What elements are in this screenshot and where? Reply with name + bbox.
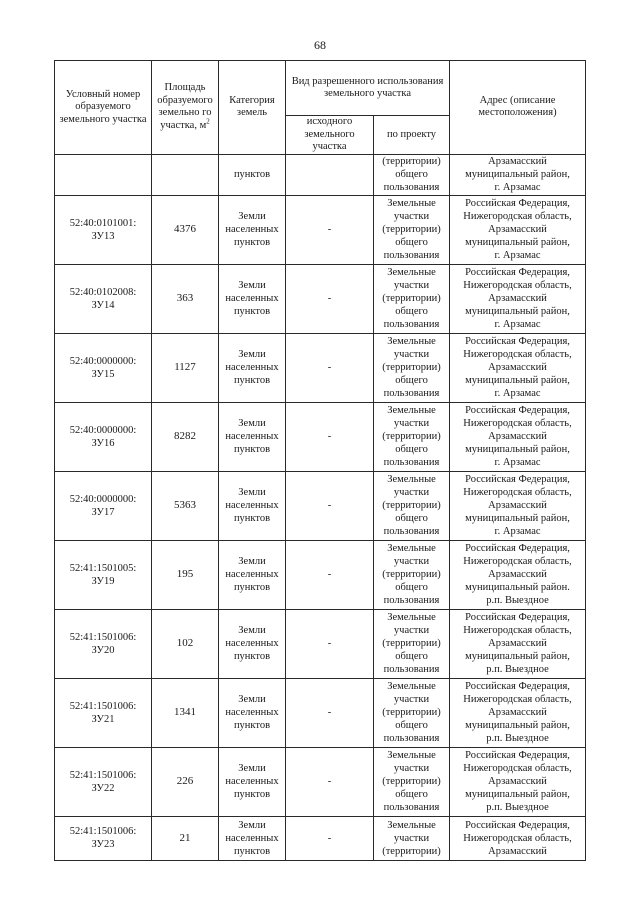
cell-area: 21	[152, 816, 219, 860]
table-row	[55, 402, 586, 471]
table-row	[55, 747, 586, 816]
cell-plot-number: 52:40:0102008: ЗУ14	[55, 264, 152, 333]
table-row	[55, 540, 586, 609]
header-project-use: по проекту	[374, 116, 450, 155]
cell-original-use: -	[286, 540, 374, 609]
cell-plot-number: 52:40:0000000: ЗУ17	[55, 471, 152, 540]
cell-original-use: -	[286, 816, 374, 860]
cell-land-category: Земли населенных пунктов	[219, 678, 286, 747]
cell-land-category: Земли населенных пунктов	[219, 195, 286, 264]
table-row	[55, 816, 586, 860]
cell-land-category: Земли населенных пунктов	[219, 402, 286, 471]
cell-original-use: -	[286, 609, 374, 678]
cell-area: 1127	[152, 333, 219, 402]
header-original-use: исходного земельного участка	[286, 116, 374, 155]
cell-address: Российская Федерация, Нижегородская область, Арзамасский муниципальный район, р.п. Выездное	[450, 609, 586, 678]
cell-land-category: Земли населенных пунктов	[219, 540, 286, 609]
cell-original-use: -	[286, 471, 374, 540]
cell-address: Российская Федерация, Нижегородская область, Арзамасский муниципальный район, г. Арзамас	[450, 402, 586, 471]
cell-project-use: Земельные участки (территории) общего пользования	[374, 678, 450, 747]
cell-plot-number	[55, 154, 152, 195]
header-land-category: Категория земель	[219, 61, 286, 155]
cell-address: Российская Федерация, Нижегородская область, Арзамасский муниципальный район, г. Арзамас	[450, 195, 586, 264]
cell-address: Российская Федерация, Нижегородская область, Арзамасский муниципальный район, г. Арзамас	[450, 333, 586, 402]
cell-address: Арзамасский муниципальный район, г. Арзамас	[450, 154, 586, 195]
cell-original-use: -	[286, 264, 374, 333]
cell-project-use: Земельные участки (территории)	[374, 816, 450, 860]
cell-area: 226	[152, 747, 219, 816]
cell-address: Российская Федерация, Нижегородская область, Арзамасский муниципальный район. р.п. Выездное	[450, 540, 586, 609]
header-area-unit-power: 2	[206, 117, 210, 126]
cell-area: 4376	[152, 195, 219, 264]
cell-project-use: (территории) общего пользования	[374, 154, 450, 195]
cell-land-category: Земли населенных пунктов	[219, 471, 286, 540]
table-body	[55, 154, 586, 860]
cell-original-use: -	[286, 333, 374, 402]
cell-plot-number: 52:41:1501005: ЗУ19	[55, 540, 152, 609]
cell-area: 195	[152, 540, 219, 609]
cell-area: 8282	[152, 402, 219, 471]
cell-original-use	[286, 154, 374, 195]
table-row	[55, 333, 586, 402]
cell-area: 363	[152, 264, 219, 333]
header-address: Адрес (описание местоположения)	[450, 61, 586, 155]
cell-original-use: -	[286, 747, 374, 816]
cell-plot-number: 52:41:1501006: ЗУ20	[55, 609, 152, 678]
cell-address: Российская Федерация, Нижегородская область, Арзамасский муниципальный район, р.п. Выездное	[450, 747, 586, 816]
cell-area	[152, 154, 219, 195]
cell-project-use: Земельные участки (территории) общего пользования	[374, 471, 450, 540]
cell-project-use: Земельные участки (территории) общего пользования	[374, 402, 450, 471]
page-number: 68	[314, 38, 326, 52]
cell-project-use: Земельные участки (территории) общего пользования	[374, 540, 450, 609]
cell-original-use: -	[286, 678, 374, 747]
cell-address: Российская Федерация, Нижегородская область, Арзамасский муниципальный район, г. Арзамас	[450, 264, 586, 333]
cell-original-use: -	[286, 195, 374, 264]
cell-land-category: Земли населенных пунктов	[219, 816, 286, 860]
cell-plot-number: 52:40:0000000: ЗУ16	[55, 402, 152, 471]
cell-land-category: Земли населенных пунктов	[219, 609, 286, 678]
cell-plot-number: 52:41:1501006: ЗУ21	[55, 678, 152, 747]
cell-project-use: Земельные участки (территории) общего пользования	[374, 333, 450, 402]
cell-address: Российская Федерация, Нижегородская область, Арзамасский муниципальный район, р.п. Выездное	[450, 678, 586, 747]
table-row	[55, 609, 586, 678]
header-permitted-use: Вид разрешенного использования земельного участка	[286, 61, 450, 116]
cell-address: Российская Федерация, Нижегородская область, Арзамасский муниципальный район, г. Арзамас	[450, 471, 586, 540]
cell-original-use: -	[286, 402, 374, 471]
cell-land-category: Земли населенных пунктов	[219, 747, 286, 816]
table-header	[55, 61, 586, 155]
table-row	[55, 678, 586, 747]
cell-land-category: пунктов	[219, 154, 286, 195]
cell-plot-number: 52:41:1501006: ЗУ22	[55, 747, 152, 816]
table-row	[55, 264, 586, 333]
cell-plot-number: 52:40:0000000: ЗУ15	[55, 333, 152, 402]
cell-project-use: Земельные участки (территории) общего пользования	[374, 609, 450, 678]
cell-project-use: Земельные участки (территории) общего пользования	[374, 264, 450, 333]
cell-plot-number: 52:41:1501006: ЗУ23	[55, 816, 152, 860]
header-plot-number: Условный номер образуемого земельного участка	[55, 61, 152, 155]
cell-plot-number: 52:40:0101001: ЗУ13	[55, 195, 152, 264]
cell-land-category: Земли населенных пунктов	[219, 264, 286, 333]
cell-area: 5363	[152, 471, 219, 540]
table-row	[55, 154, 586, 195]
table-row	[55, 471, 586, 540]
cell-project-use: Земельные участки (территории) общего пользования	[374, 747, 450, 816]
cell-project-use: Земельные участки (территории) общего пользования	[374, 195, 450, 264]
header-area-label: Площадь образуемого земельно го участка, м	[157, 82, 213, 131]
cell-area: 102	[152, 609, 219, 678]
header-area	[152, 61, 219, 155]
cell-area: 1341	[152, 678, 219, 747]
cell-address: Российская Федерация, Нижегородская область, Арзамасский	[450, 816, 586, 860]
land-plots-table	[54, 60, 586, 861]
cell-land-category: Земли населенных пунктов	[219, 333, 286, 402]
table-row	[55, 195, 586, 264]
